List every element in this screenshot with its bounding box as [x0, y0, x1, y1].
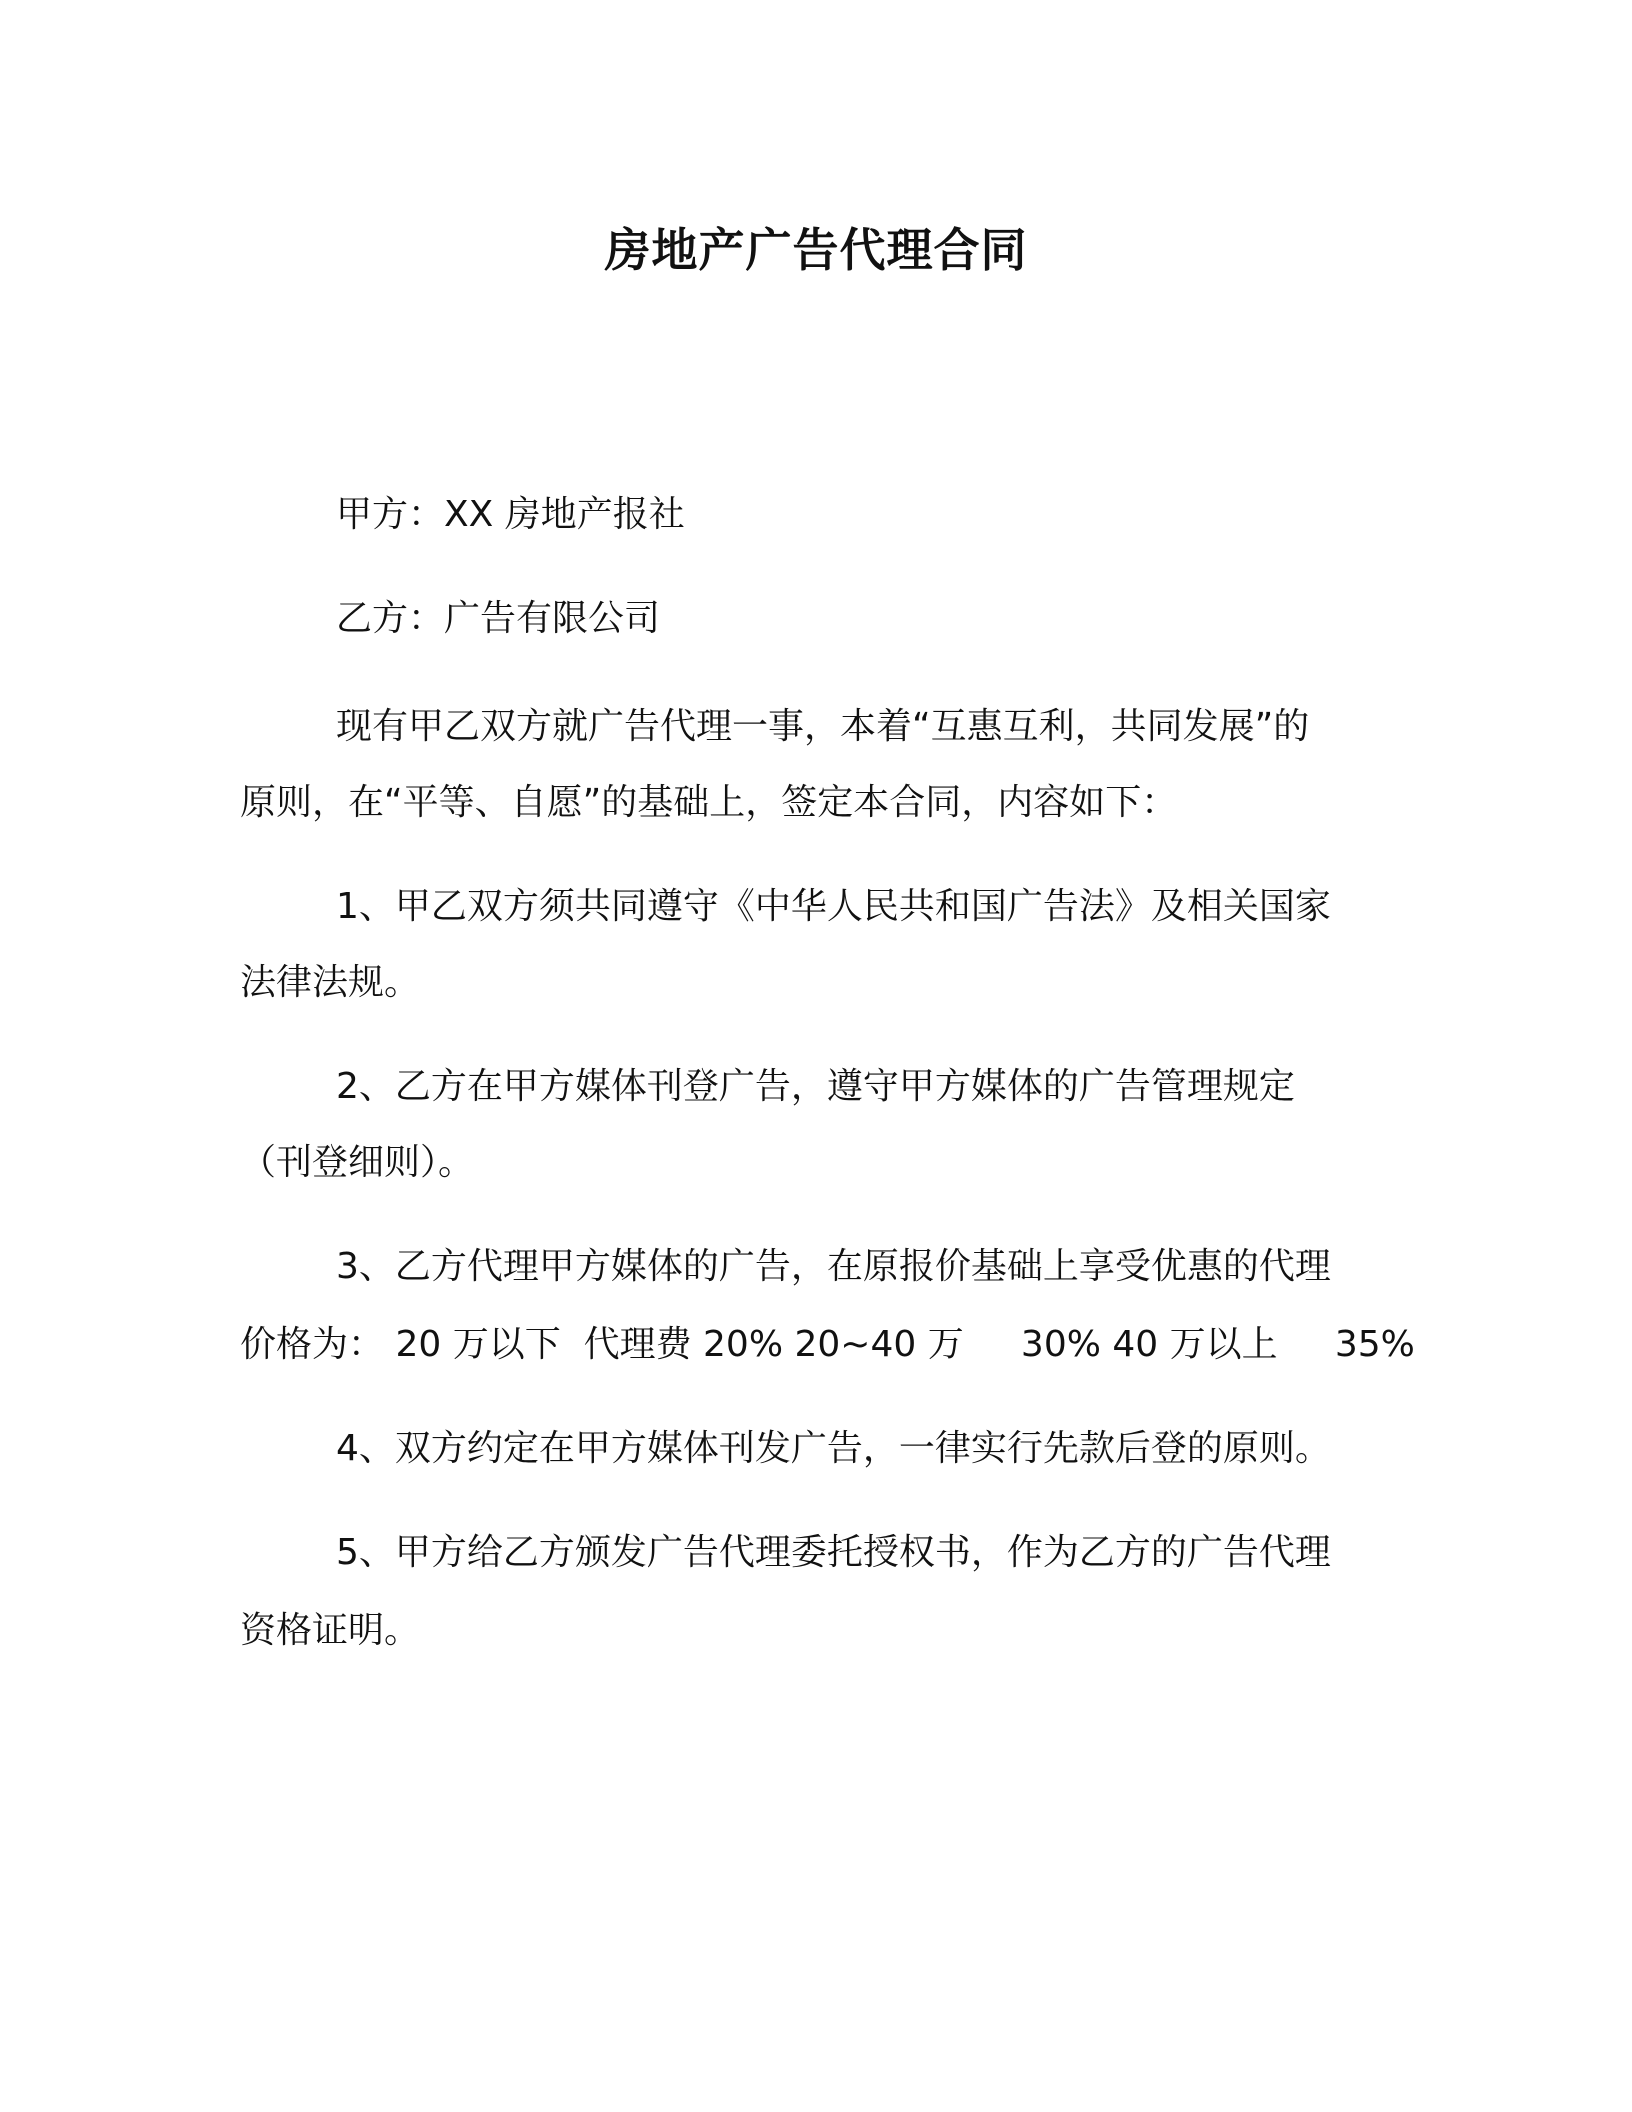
- party-b: 乙方：广告有限公司: [336, 598, 661, 639]
- clause-1-line-1: 1、甲乙双方须共同遵守《中华人民共和国广告法》及相关国家: [336, 886, 1331, 927]
- party-a: 甲方：XX 房地产报社: [336, 494, 685, 535]
- clause-5-line-1: 5、甲方给乙方颁发广告代理委托授权书，作为乙方的广告代理: [336, 1532, 1331, 1573]
- document-title: 房地产广告代理合同: [604, 223, 1028, 277]
- clause-3-line-1: 3、乙方代理甲方媒体的广告，在原报价基础上享受优惠的代理: [336, 1246, 1331, 1287]
- clause-1-line-2: 法律法规。: [240, 962, 421, 1003]
- intro-line-2: 原则，在“平等、自愿”的基础上，签定本合同，内容如下：: [240, 782, 1178, 823]
- intro-line-1: 现有甲乙双方就广告代理一事，本着“互惠互利，共同发展”的: [336, 706, 1310, 747]
- clause-5-line-2: 资格证明。: [240, 1610, 421, 1651]
- clause-2-line-2: （刊登细则）。: [240, 1142, 475, 1183]
- clause-3-line-2: 价格为： 20 万以下 代理费 20% 20~40 万 30% 40 万以上 35%: [240, 1324, 1415, 1365]
- clause-2-line-1: 2、乙方在甲方媒体刊登广告，遵守甲方媒体的广告管理规定: [336, 1066, 1295, 1107]
- clause-4-line-1: 4、双方约定在甲方媒体刊发广告，一律实行先款后登的原则。: [336, 1428, 1331, 1469]
